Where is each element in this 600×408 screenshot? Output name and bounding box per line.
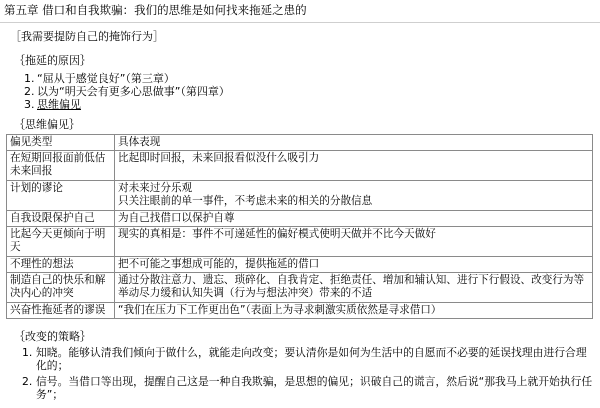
- list-item: [24, 72, 230, 85]
- bias-desc-cell: 现实的真相是：事件不可递延性的偏好模式使明天做并不比今天做好: [115, 227, 593, 257]
- bias-desc-cell: 比起即时回报，未来回报看似没什么吸引力: [115, 151, 593, 181]
- title-divider: [0, 22, 600, 23]
- cognitive-bias-link[interactable]: 思维偏见: [37, 98, 81, 111]
- bias-desc-cell: “我们在压力下工作更出色”（表面上为寻求刺激实质依然是寻求借口）: [115, 303, 593, 319]
- chapter-title: 第五章 借口和自我欺骗：我们的思维是如何找来拖延之患的: [4, 3, 307, 17]
- reason-text: 以为“明天会有更多心思做事”（第四章）: [37, 85, 230, 98]
- bias-heading: ｛思维偏见｝: [14, 118, 80, 131]
- list-item: [22, 375, 596, 401]
- list-number: 1.: [22, 346, 33, 359]
- bias-desc-cell: 为自己找借口以保护自尊: [115, 211, 593, 227]
- strategy-heading: ｛改变的策略｝: [14, 330, 91, 343]
- list-number: 2.: [24, 85, 35, 98]
- bias-type-cell: 计划的谬论: [7, 181, 115, 211]
- table-row: [7, 227, 593, 257]
- list-item: [22, 346, 596, 372]
- bias-type-cell: 自我设限保护自己: [7, 211, 115, 227]
- list-number: 1.: [24, 72, 35, 85]
- header-cell-desc: 具体表现: [115, 135, 593, 151]
- reasons-heading: ｛拖延的原因｝: [14, 54, 91, 67]
- bias-type-cell: 在短期回报面前低估未来回报: [7, 151, 115, 181]
- list-item: [24, 98, 230, 111]
- strategy-text: 信号。当借口等出现，提醒自己这是一种自我欺骗，是思想的偏见；识破自己的谎言，然后说“那我马上就开始执行任务”；: [36, 375, 593, 401]
- bias-desc-cell: 对未来过分乐观 只关注眼前的单一事件，不考虑未来的相关的分散信息: [115, 181, 593, 211]
- list-number: 2.: [22, 375, 33, 388]
- bias-table: [6, 134, 593, 319]
- bias-desc-cell: 把不可能之事想成可能的，提供拖延的借口: [115, 257, 593, 273]
- list-number: 3.: [24, 98, 35, 111]
- table-row: [7, 151, 593, 181]
- bias-type-cell: 制造自己的快乐和解决内心的冲突: [7, 273, 115, 303]
- list-item: [24, 85, 230, 98]
- header-cell-type: 偏见类型: [7, 135, 115, 151]
- table-row: [7, 211, 593, 227]
- table-row: [7, 257, 593, 273]
- self-watch-heading: ［我需要提防自己的掩饰行为］: [10, 30, 164, 43]
- reason-text: “屈从于感觉良好”（第三章）: [37, 72, 175, 85]
- strategy-list: [22, 346, 596, 404]
- table-row: [7, 181, 593, 211]
- bias-type-cell: 不理性的想法: [7, 257, 115, 273]
- strategy-text: 知晓。能够认清我们倾向于做什么，就能走向改变；要认清你是如何为生活中的自愿而不必要的延误找理由进行合理化的；: [36, 346, 587, 372]
- bias-type-cell: 兴奋性拖延者的谬误: [7, 303, 115, 319]
- table-header-row: [7, 135, 593, 151]
- bias-type-cell: 比起今天更倾向于明天: [7, 227, 115, 257]
- bias-desc-cell: 通过分散注意力、遗忘、琐碎化、自我肯定、拒绝责任、增加和辅认知、进行下行假设、改变行为等举动尽力缓和认知失调（行为与想法冲突）带来的不适: [115, 273, 593, 303]
- table-row: [7, 273, 593, 303]
- table-row: [7, 303, 593, 319]
- reasons-list: [24, 72, 230, 111]
